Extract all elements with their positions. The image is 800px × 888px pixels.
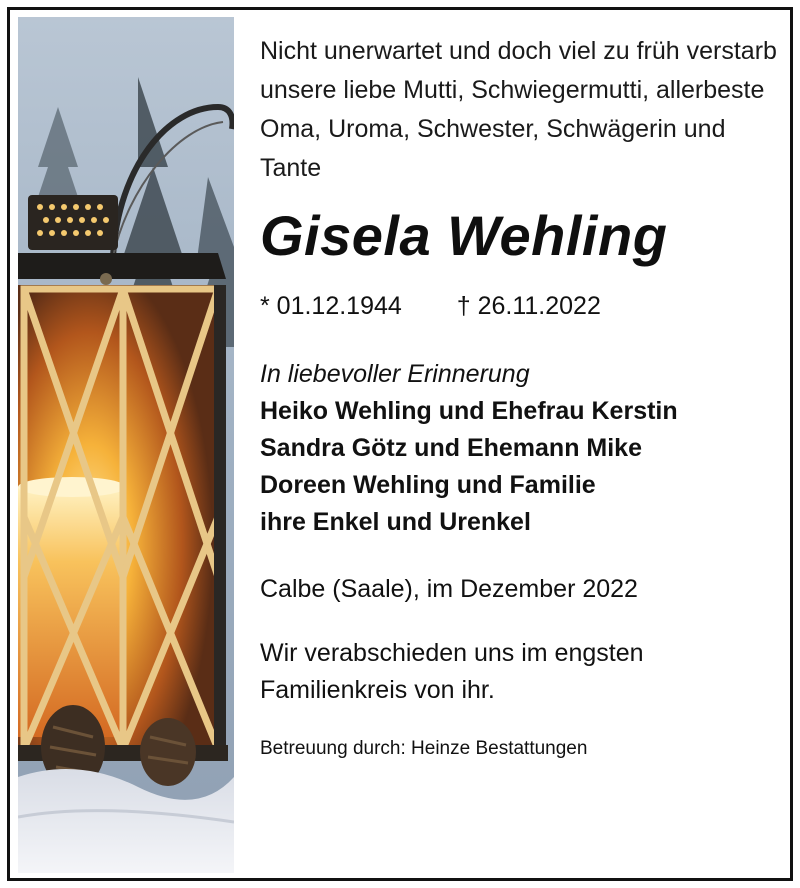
obituary-text: [260, 32, 780, 763]
farewell-note: Wir verabschieden uns im engsten Familienkreis von ihr.: [260, 639, 644, 704]
intro-text: Nicht unerwartet und doch viel zu früh verstarb unsere liebe Mutti, Schwiegermutti, allerbeste Oma, Uroma, Schwester, Schwägerin und Tante: [260, 37, 777, 182]
mourners-list: [260, 393, 780, 541]
funeral-home-credit: Betreuung durch: Heinze Bestattungen: [260, 738, 588, 759]
place-and-date: Calbe (Saale), im Dezember 2022: [260, 575, 638, 603]
mourner-entry: Sandra Götz und Ehemann Mike: [260, 434, 642, 462]
obituary-frame: [7, 7, 793, 881]
mourner-entry: Heiko Wehling und Ehefrau Kerstin: [260, 397, 678, 425]
lantern-candle-illustration: [18, 17, 234, 873]
mourner-entry: Doreen Wehling und Familie: [260, 471, 596, 499]
memory-line: In liebevoller Erinnerung: [260, 360, 530, 388]
life-dates: [260, 290, 780, 322]
death-date: † 26.11.2022: [456, 292, 601, 320]
lantern-photo: [18, 17, 234, 873]
mourner-entry: ihre Enkel und Urenkel: [260, 508, 531, 536]
birth-date: * 01.12.1944: [260, 292, 402, 320]
deceased-name: Gisela Wehling: [260, 204, 668, 267]
